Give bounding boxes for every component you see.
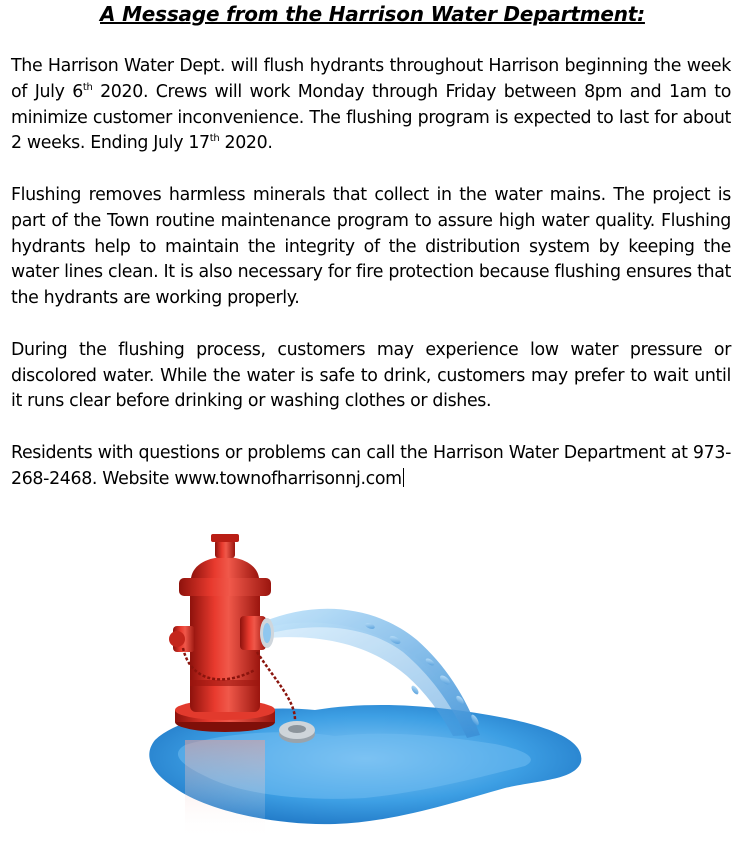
notice-title: A Message from the Harrison Water Department: (100, 2, 645, 26)
schedule-text-1: The Harrison Water Dept. will flush hydrants throughout Harrison beginning the week of July 6 (11, 56, 731, 102)
ordinal-suffix: th (82, 81, 93, 93)
notice-body (11, 54, 731, 518)
fire-hydrant-spraying-water-icon (145, 530, 590, 849)
ordinal-suffix: th (209, 133, 220, 145)
effects-paragraph: During the flushing process, customers may experience low water pressure or discolored water. While the water is safe to drink, customers may prefer to wait until it runs clear before drinking or washing clothes or dishes. (11, 339, 731, 412)
schedule-text-3: 2020. (219, 133, 273, 154)
schedule-paragraph (11, 54, 731, 157)
contact-paragraph (11, 441, 731, 493)
purpose-paragraph: Flushing removes harmless minerals that collect in the water mains. The project is part of the Town routine maintenance program to assure high water quality. Flushing hydrants help to maintain the integrity of the distribution system by keeping the water lines clean. It is also necessary for fire protection because flushing ensures that the hydrants are working properly. (11, 184, 731, 309)
schedule-text-2: 2020. Crews will work Monday through Friday between 8pm and 1am to minimize customer inconvenience. The flushing program is expected to last for about 2 weeks. Ending July 17 (11, 81, 731, 154)
text-cursor (403, 468, 404, 487)
contact-text[interactable]: Residents with questions or problems can call the Harrison Water Department at 973-268-2468. Website www.townofharrisonnj.com (11, 442, 731, 489)
